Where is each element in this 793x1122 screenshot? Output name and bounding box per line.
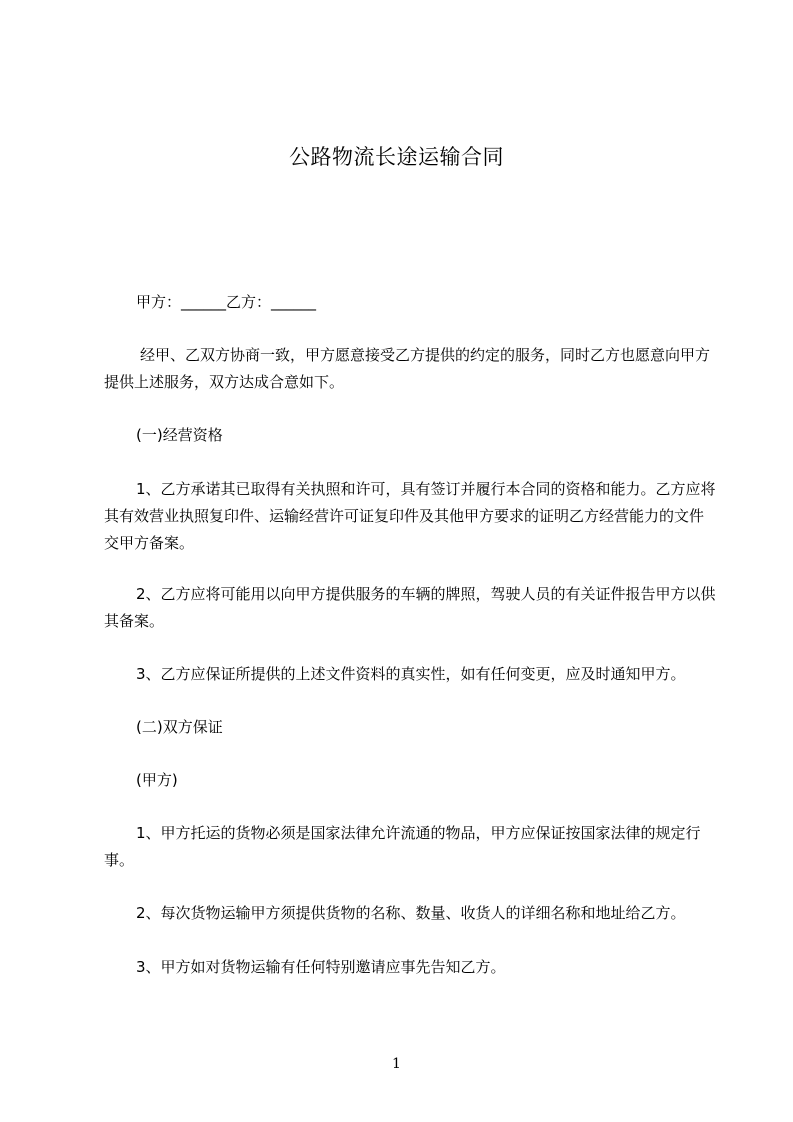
page-title: 公路物流长途运输合同 <box>289 145 504 169</box>
page-number: 1 <box>392 1056 401 1072</box>
clause-1-2: 2、乙方应将可能用以向甲方提供服务的车辆的牌照，驾驶人员的有关证件报告甲方以供其备案。 <box>104 585 716 630</box>
parties-line: 甲方：______乙方：______ <box>136 293 317 311</box>
clause-a-2: 2、每次货物运输甲方须提供货物的名称、数量、收货人的详细名称和地址给乙方。 <box>136 904 686 922</box>
section-heading-guarantees: (二)双方保证 <box>136 718 223 736</box>
clause-a-3: 3、甲方如对货物运输有任何特别邀请应事先告知乙方。 <box>136 958 506 976</box>
clause-1-1: 1、乙方承诺其已取得有关执照和许可，具有签订并履行本合同的资格和能力。乙方应将其有效营业执照复印件、运输经营许可证复印件及其他甲方要求的证明乙方经营能力的文件交甲方备案。 <box>104 480 716 552</box>
party-a-heading: (甲方) <box>136 771 178 789</box>
clause-1-3: 3、乙方应保证所提供的上述文件资料的真实性，如有任何变更，应及时通知甲方。 <box>136 665 686 683</box>
intro-paragraph: 经甲、乙双方协商一致，甲方愿意接受乙方提供的约定的服务，同时乙方也愿意向甲方提供上述服务，双方达成合意如下。 <box>104 346 711 391</box>
clause-a-1: 1、甲方托运的货物必须是国家法律允许流通的物品，甲方应保证按国家法律的规定行事。 <box>104 824 701 869</box>
section-heading-qualification: (一)经营资格 <box>136 426 223 444</box>
